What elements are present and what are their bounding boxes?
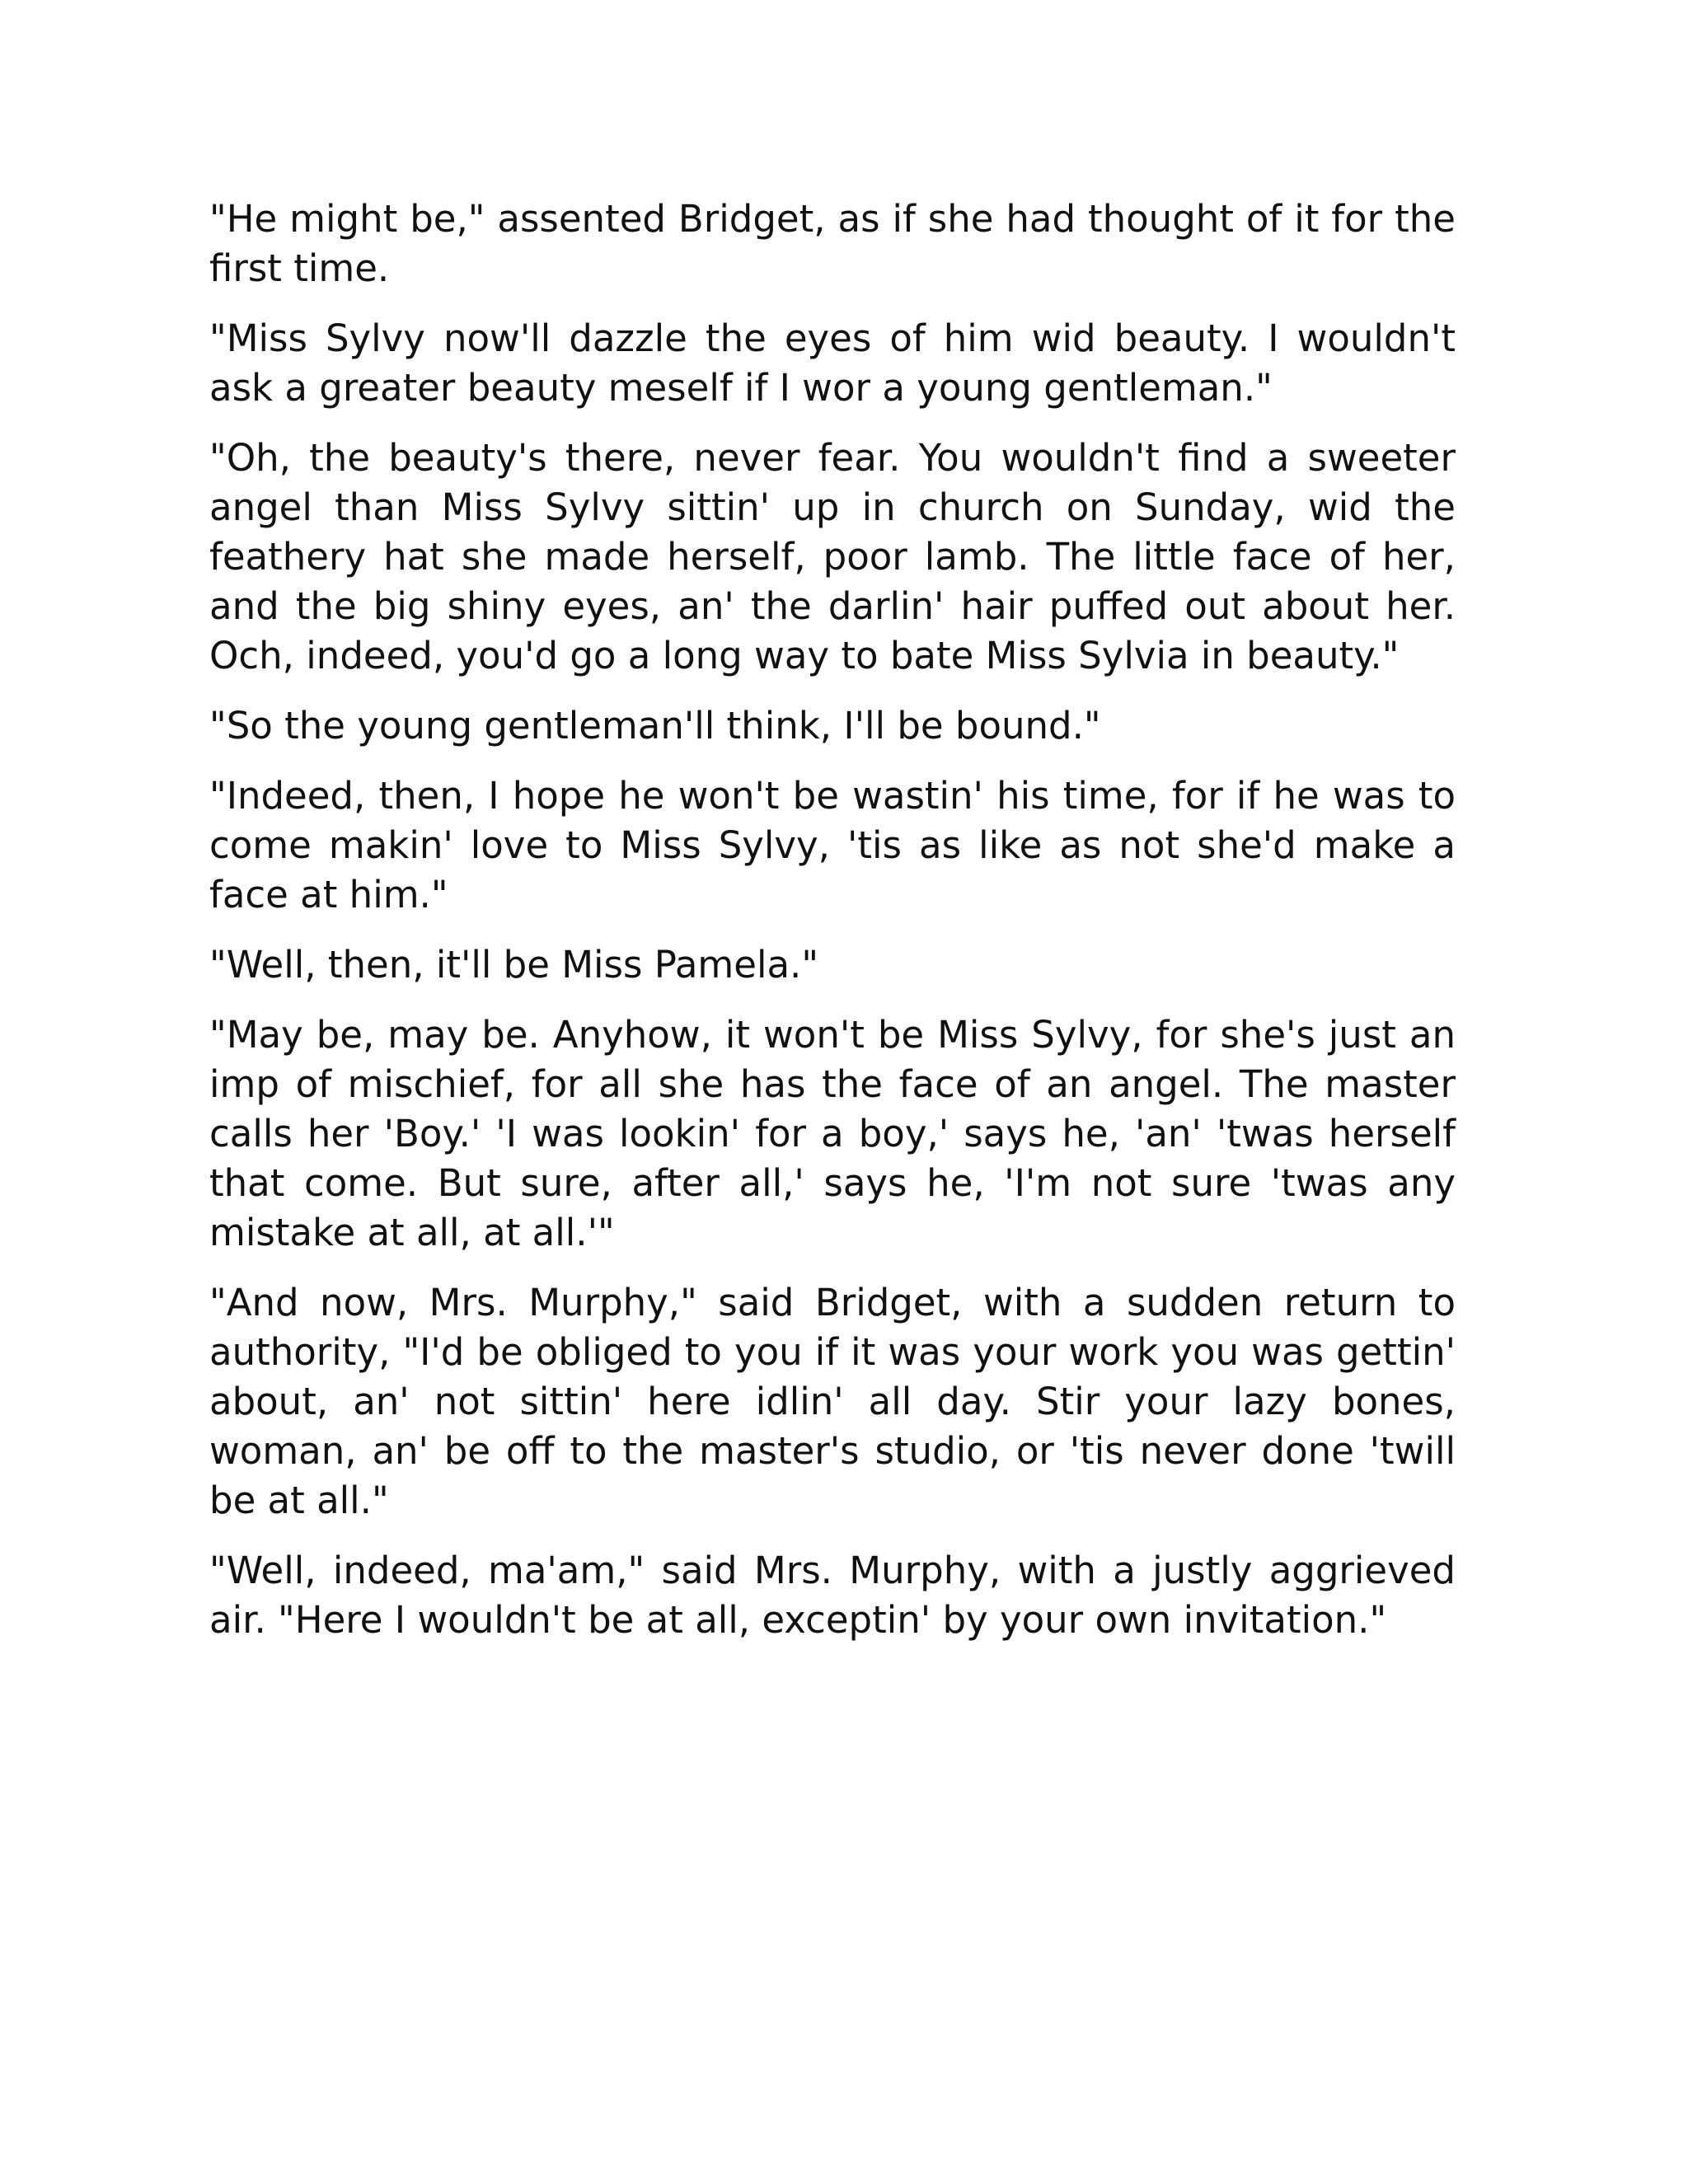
paragraph: "He might be," assented Bridget, as if she had thought of it for the first time. bbox=[209, 197, 1456, 290]
paragraph: "May be, may be. Anyhow, it won't be Miss Sylvy, for she's just an imp of mischief, for all she has the face of an angel. The master calls her 'Boy.' 'I was lookin' for a boy,' says he, 'an' 'twas herself that come. But sure, after all,' says he, 'I'm not sure 'twas any mistake at all, at all.'" bbox=[209, 1013, 1456, 1254]
paragraph: "Indeed, then, I hope he won't be wastin' his time, for if he was to come makin' love to Miss Sylvy, 'tis as like as not she'd make a face at him." bbox=[209, 774, 1456, 916]
paragraph: "Oh, the beauty's there, never fear. You wouldn't find a sweeter angel than Miss Sylvy sittin' up in church on Sunday, wid the feathery hat she made herself, poor lamb. The little face of her, and the big shiny eyes, an' the darlin' hair puffed out about her. Och, indeed, you'd go a long way to bate Miss Sylvia in beauty." bbox=[209, 436, 1456, 677]
paragraph: "Miss Sylvy now'll dazzle the eyes of him wid beauty. I wouldn't ask a greater beauty meself if I wor a young gentleman." bbox=[209, 316, 1456, 410]
paragraph: "Well, then, it'll be Miss Pamela." bbox=[209, 943, 819, 987]
body-text bbox=[209, 194, 1456, 1666]
paragraph: "And now, Mrs. Murphy," said Bridget, with a sudden return to authority, "I'd be obliged to you if it was your work you was gettin' about, an' not sittin' here idlin' all day. Stir your lazy bones, woman, an' be off to the master's studio, or 'tis never done 'twill be at all." bbox=[209, 1281, 1456, 1522]
paragraph: "So the young gentleman'll think, I'll be bound." bbox=[209, 704, 1101, 748]
paragraph: "Well, indeed, ma'am," said Mrs. Murphy, with a justly aggrieved air. "Here I wouldn't be at all, exceptin' by your own invitation." bbox=[209, 1549, 1456, 1642]
